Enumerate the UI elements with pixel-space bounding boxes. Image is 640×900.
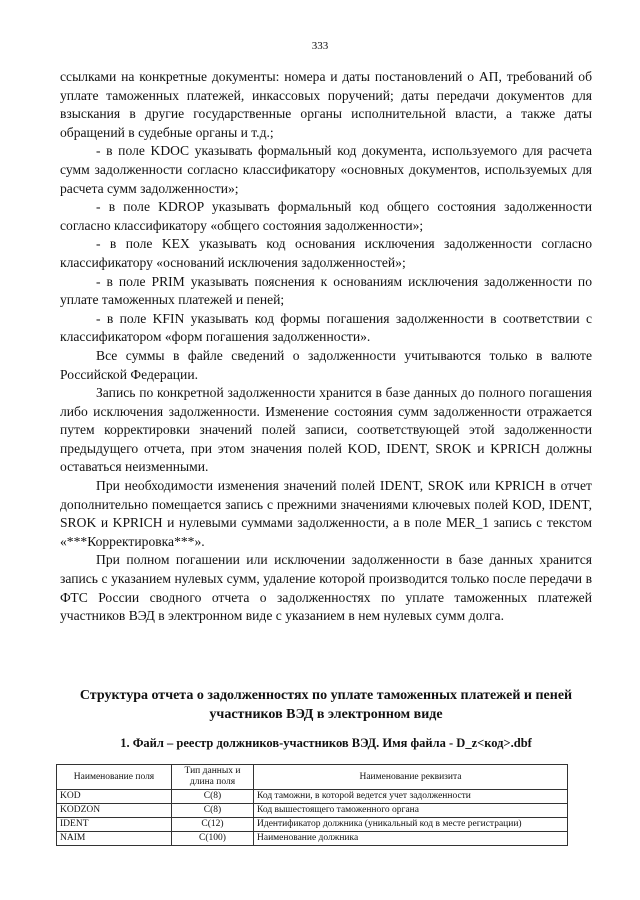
table-row: [57, 818, 568, 832]
column-header-field-name: Наименование поля: [57, 765, 172, 790]
bullet-kex: - в поле KEX указывать код основания исключения задолженности согласно классификатору «оснований исключения задолженностей»;: [60, 236, 592, 270]
paragraph-intro-continuation: ссылками на конкретные документы: номера и даты постановлений о АП, требований об уплате таможенных платежей, инкассовых поручений; даты передачи документов для взыскания в другие государственные органы исполнительной власти, а также даты обращений в судебные органы и т.д.;: [60, 69, 592, 140]
attribute-name-cell: Идентификатор должника (уникальный код в месте регистрации): [254, 818, 568, 832]
page-number: 333: [311, 40, 329, 52]
data-type-cell: C(8): [172, 804, 254, 818]
data-type-cell: C(12): [172, 818, 254, 832]
column-header-attribute-name: Наименование реквизита: [254, 765, 568, 790]
subsection-heading: 1. Файл – реестр должников-участников ВЭД. Имя файла - D_z<код>.dbf: [120, 736, 532, 750]
table-row: [57, 804, 568, 818]
table-header-row: [57, 765, 568, 790]
data-type-cell: C(100): [172, 832, 254, 846]
paragraph-record-storage: Запись по конкретной задолженности хранится в базе данных до полного погашения либо исключения задолженности. Изменение состояния сумм задолженности отражается путем корректировки значений полей записи, соответствующей этой задолженности предыдущего отчета, при этом значения полей KOD, IDENT, SROK и KPRICH должны оставаться неизменными.: [60, 385, 592, 475]
field-name-cell: IDENT: [57, 818, 172, 832]
attribute-name-cell: Код вышестоящего таможенного органа: [254, 804, 568, 818]
paragraph-full-repayment: При полном погашении или исключении задолженности в базе данных хранится запись с указанием нулевых сумм, удаление которой производится только после передачи в ФТС России сводного отчета о задолженностях по уплате таможенных платежей участников ВЭД в электронном виде с указанием в нем нулевых сумм долга.: [60, 552, 592, 624]
body-text: [60, 68, 592, 626]
field-name-cell: KODZON: [57, 804, 172, 818]
paragraph-currency: Все суммы в файле сведений о задолженности учитываются только в валюте Российской Федерации.: [60, 347, 592, 382]
bullet-kdrop: - в поле KDROP указывать формальный код общего состояния задолженности согласно классификатору «общего состояния задолженности»;: [60, 199, 592, 233]
bullet-prim: - в поле PRIM указывать пояснения к основаниям исключения задолженности по уплате таможенных платежей и пеней;: [60, 273, 592, 308]
attribute-name-cell: Наименование должника: [254, 832, 568, 846]
field-name-cell: NAIM: [57, 832, 172, 846]
fields-table: [56, 764, 568, 846]
attribute-name-cell: Код таможни, в которой ведется учет задолженности: [254, 790, 568, 804]
table-row: [57, 790, 568, 804]
table-row: [57, 832, 568, 846]
section-heading: Структура отчета о задолженностях по уплате таможенных платежей и пеней участников ВЭД в электронном виде: [79, 688, 573, 722]
bullet-kdoc: - в поле KDOC указывать формальный код документа, используемого для расчета сумм задолженности согласно классификатору «основных документов, используемых для расчета сумм задолженности»;: [60, 143, 592, 196]
column-header-data-type: Тип данных и длина поля: [172, 765, 254, 790]
paragraph-key-change: При необходимости изменения значений полей IDENT, SROK или KPRICH в отчет дополнительно помещается запись с прежними значениями ключевых полей KOD, IDENT, SROK и KPRICH и нулевыми суммами задолженности, а в поле MER_1 запись с текстом «***Корректировка***».: [60, 478, 592, 549]
bullet-kfin: - в поле KFIN указывать код формы погашения задолженности в соответствии с классификатором «форм погашения задолженности».: [60, 310, 592, 345]
field-name-cell: KOD: [57, 790, 172, 804]
data-type-cell: C(8): [172, 790, 254, 804]
